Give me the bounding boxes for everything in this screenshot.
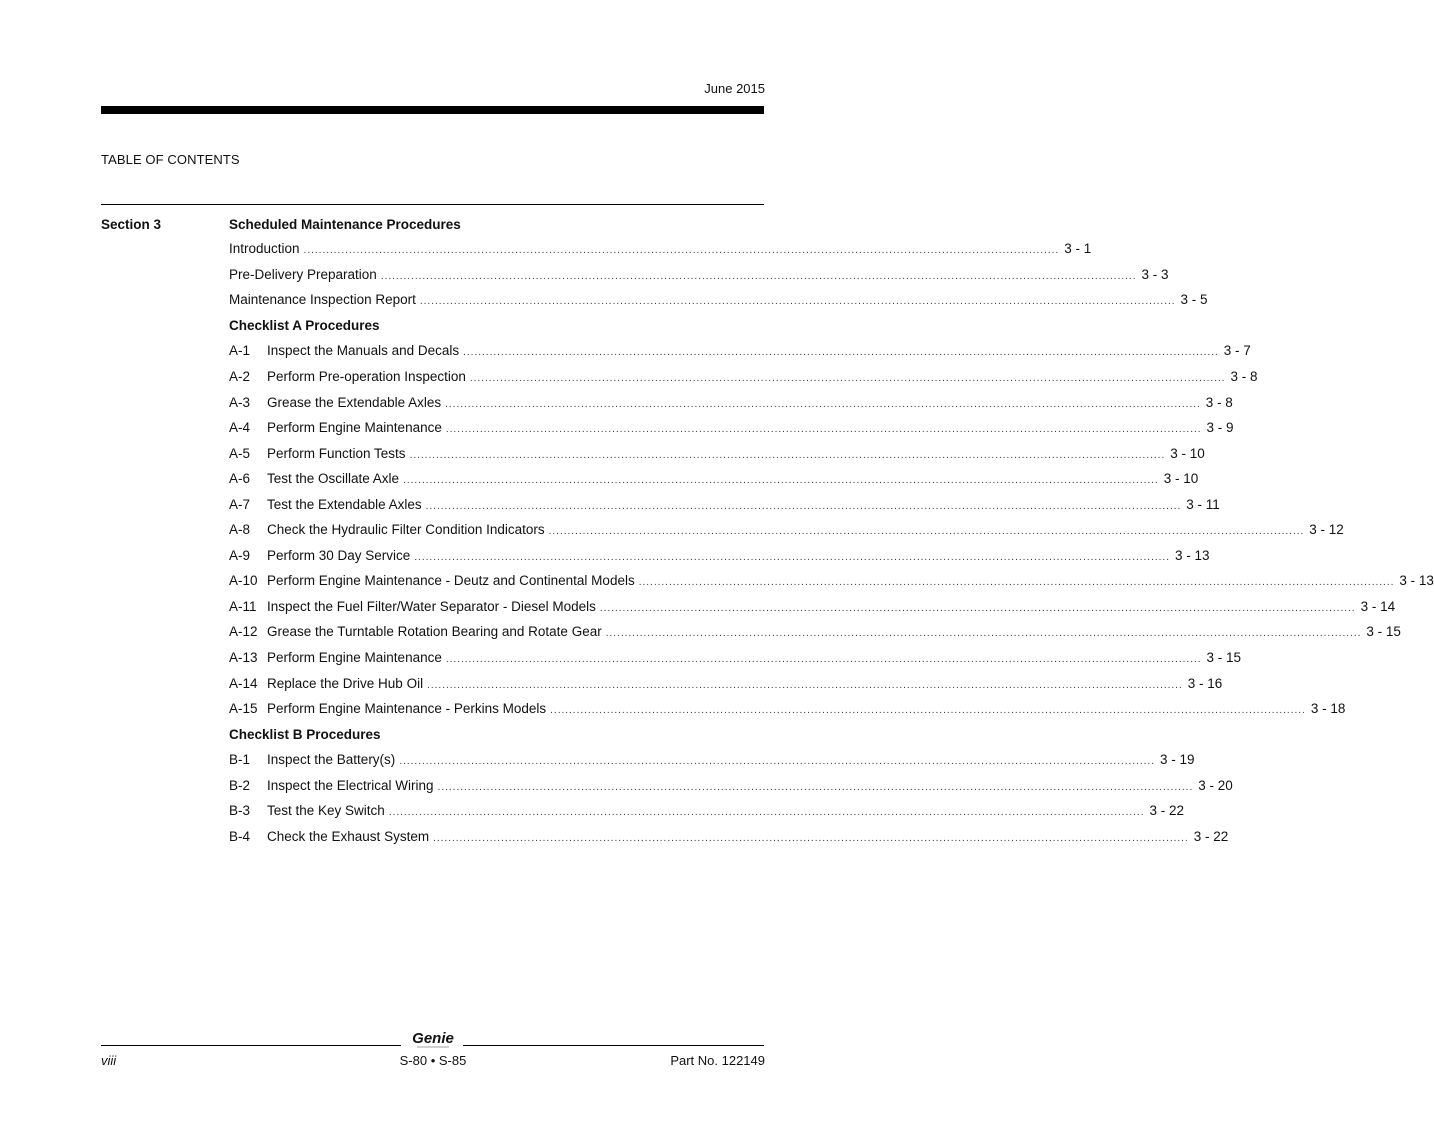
toc-entry-page: 3 - 22: [1149, 803, 1185, 819]
toc-entry: [229, 517, 1344, 543]
toc-entry-label: Perform Engine Maintenance - Perkins Models: [267, 701, 547, 717]
toc-entry-label: Perform 30 Day Service: [267, 547, 411, 563]
toc-entry-page: 3 - 1: [1064, 241, 1092, 257]
toc-dot-leader: ........................................................................................................................................................................................................: [403, 475, 1159, 487]
toc-entry-page: 3 - 13: [1399, 573, 1434, 589]
toc-entry-page: 3 - 19: [1159, 752, 1195, 768]
toc-dot-leader: ........................................................................................................................................................................................................: [425, 500, 1182, 512]
toc-entry-code: A-3: [229, 394, 251, 410]
toc-entry-label: Check the Hydraulic Filter Condition Indicators: [267, 522, 545, 538]
toc-entry: [229, 747, 1195, 773]
toc-entry: [229, 338, 1251, 364]
toc-entry-page: 3 - 13: [1174, 547, 1210, 563]
toc-entry-code: A-8: [229, 522, 251, 538]
toc-entry-code: A-7: [229, 496, 251, 512]
toc-entry-code: A-5: [229, 445, 251, 461]
toc-entry: [229, 262, 1169, 288]
toc-entry-page: 3 - 3: [1141, 266, 1169, 282]
toc-entry: [229, 364, 1258, 390]
toc-dot-leader: ........................................................................................................................................................................................................: [414, 551, 1170, 563]
section-divider: [101, 204, 764, 205]
toc-entry: [229, 287, 1208, 313]
toc-entry-label: Test the Extendable Axles: [267, 496, 422, 512]
toc-entry: [229, 568, 1434, 594]
toc-entry-label: Replace the Drive Hub Oil: [267, 675, 424, 691]
toc-entry-label: Test the Key Switch: [267, 803, 385, 819]
toc-entry-page: 3 - 16: [1187, 675, 1223, 691]
toc-entry: [229, 491, 1220, 517]
toc-entry-label: Perform Engine Maintenance - Deutz and Continental Models: [267, 573, 635, 589]
toc-entry-page: 3 - 11: [1186, 496, 1220, 512]
footer-page-number: viii: [101, 1053, 117, 1068]
toc-entry-label: Pre-Delivery Preparation: [229, 266, 377, 282]
toc-entry: [229, 670, 1223, 696]
toc-entry-label: Perform Engine Maintenance: [267, 650, 442, 666]
toc-entry-page: 3 - 9: [1206, 420, 1234, 436]
toc-entry: [229, 619, 1401, 645]
footer-rule-left: [101, 1045, 401, 1046]
toc-entry-code: B-3: [229, 803, 251, 819]
toc-entry-label: Check the Exhaust System: [267, 828, 430, 844]
toc-entry-code: A-12: [229, 624, 258, 640]
toc-dot-leader: ........................................................................................................................................................................................................: [303, 245, 1060, 257]
footer-models: S-80 • S-85: [399, 1053, 467, 1068]
toc-entry-code: A-9: [229, 547, 251, 563]
toc-entry-code: A-4: [229, 420, 251, 436]
toc-entry-code: A-13: [229, 650, 258, 666]
toc-dot-leader: ........................................................................................................................................................................................................: [599, 602, 1356, 614]
footer-rule-right: [463, 1045, 764, 1046]
toc-heading-label: Checklist A Procedures: [229, 317, 380, 333]
toc-entry-label: Perform Function Tests: [267, 445, 406, 461]
toc-entry-label: Inspect the Battery(s): [267, 752, 396, 768]
toc-dot-leader: ........................................................................................................................................................................................................: [388, 807, 1145, 819]
toc-entry-page: 3 - 5: [1180, 292, 1208, 308]
toc-entry-page: 3 - 8: [1205, 394, 1233, 410]
toc-dot-leader: ........................................................................................................................................................................................................: [548, 526, 1305, 538]
toc-dot-leader: ........................................................................................................................................................................................................: [419, 296, 1176, 308]
toc-dot-leader: ........................................................................................................................................................................................................: [409, 449, 1166, 461]
toc-entry-page: 3 - 18: [1310, 701, 1346, 717]
header-rule: [101, 106, 764, 114]
toc-dot-leader: ........................................................................................................................................................................................................: [399, 756, 1155, 768]
toc-entry: [229, 824, 1229, 850]
toc-entry-page: 3 - 14: [1360, 598, 1396, 614]
toc-entry-label: Inspect the Manuals and Decals: [267, 343, 460, 359]
toc-entry-page: 3 - 22: [1193, 828, 1229, 844]
toc-entry-page: 3 - 8: [1230, 369, 1258, 384]
svg-text:Genie: Genie: [412, 1030, 454, 1047]
toc-entry-code: A-1: [229, 343, 251, 359]
toc-entry-page: 3 - 20: [1198, 777, 1233, 793]
toc-entry: [229, 543, 1210, 569]
toc-entry-code: A-2: [229, 369, 251, 384]
toc-entry: [229, 772, 1233, 798]
toc-entry-label: Grease the Turntable Rotation Bearing and Rotate Gear: [267, 624, 602, 640]
toc-dot-leader: ........................................................................................................................................................................................................: [550, 705, 1306, 717]
toc-entry-label: Inspect the Fuel Filter/Water Separator - Diesel Models: [267, 598, 596, 614]
toc-dot-leader: ........................................................................................................................................................................................................: [445, 424, 1202, 436]
toc-entry-page: 3 - 15: [1366, 624, 1401, 640]
toc-entry-label: Grease the Extendable Axles: [267, 394, 442, 410]
toc-dot-leader: ........................................................................................................................................................................................................: [445, 654, 1202, 666]
toc-dot-leader: ........................................................................................................................................................................................................: [433, 832, 1189, 844]
toc-entry-label: Maintenance Inspection Report: [229, 292, 416, 308]
genie-logo: [405, 1028, 461, 1052]
toc-dot-leader: ........................................................................................................................................................................................................: [469, 373, 1226, 384]
toc-entry: [229, 798, 1185, 824]
toc-dot-leader: ........................................................................................................................................................................................................: [437, 781, 1194, 793]
toc-entry-code: B-2: [229, 777, 251, 793]
toc-entry-code: A-6: [229, 471, 251, 487]
toc-title: TABLE OF CONTENTS: [101, 152, 240, 167]
footer-part-number: Part No. 122149: [670, 1053, 765, 1068]
toc-heading-label: Checklist B Procedures: [229, 726, 381, 742]
toc-entry-label: Perform Pre-operation Inspection: [267, 369, 466, 384]
toc-entry-code: A-11: [229, 598, 257, 614]
toc-entry-page: 3 - 7: [1223, 343, 1251, 359]
toc-entry: [229, 466, 1199, 492]
toc-entry: [229, 440, 1205, 466]
toc-entry-page: 3 - 12: [1309, 522, 1344, 538]
toc-dot-leader: ........................................................................................................................................................................................................: [605, 628, 1362, 640]
toc-entry: [229, 236, 1092, 262]
toc-entry: [229, 389, 1233, 415]
toc-entry-code: A-15: [229, 701, 258, 717]
toc-dot-leader: ........................................................................................................................................................................................................: [427, 679, 1183, 691]
toc-entry-label: Introduction: [229, 241, 300, 257]
toc-entry: [229, 645, 1242, 671]
toc-checklist-heading: [229, 721, 764, 747]
toc-entry: [229, 415, 1234, 441]
toc-entry-code: A-14: [229, 675, 258, 691]
section-title: Scheduled Maintenance Procedures: [229, 217, 461, 232]
toc-dot-leader: ........................................................................................................................................................................................................: [445, 398, 1201, 410]
toc-entry-page: 3 - 10: [1163, 471, 1199, 487]
header-date: June 2015: [704, 81, 765, 96]
toc-checklist-heading: [229, 313, 764, 339]
toc-entry-code: A-10: [229, 573, 258, 589]
toc-dot-leader: ........................................................................................................................................................................................................: [638, 577, 1395, 589]
toc-entry-code: B-4: [229, 828, 251, 844]
toc-entry-code: B-1: [229, 752, 251, 768]
toc-entry-label: Test the Oscillate Axle: [267, 471, 400, 487]
toc-dot-leader: ........................................................................................................................................................................................................: [463, 347, 1219, 359]
toc-dot-leader: ........................................................................................................................................................................................................: [380, 270, 1137, 282]
toc-entry-label: Inspect the Electrical Wiring: [267, 777, 434, 793]
section-label: Section 3: [101, 217, 162, 232]
toc-entry-label: Perform Engine Maintenance: [267, 420, 442, 436]
toc-entry-page: 3 - 15: [1206, 650, 1242, 666]
toc-list: [229, 236, 1434, 849]
toc-entry: [229, 594, 1396, 620]
toc-entry-page: 3 - 10: [1170, 445, 1205, 461]
toc-entry: [229, 696, 1346, 722]
